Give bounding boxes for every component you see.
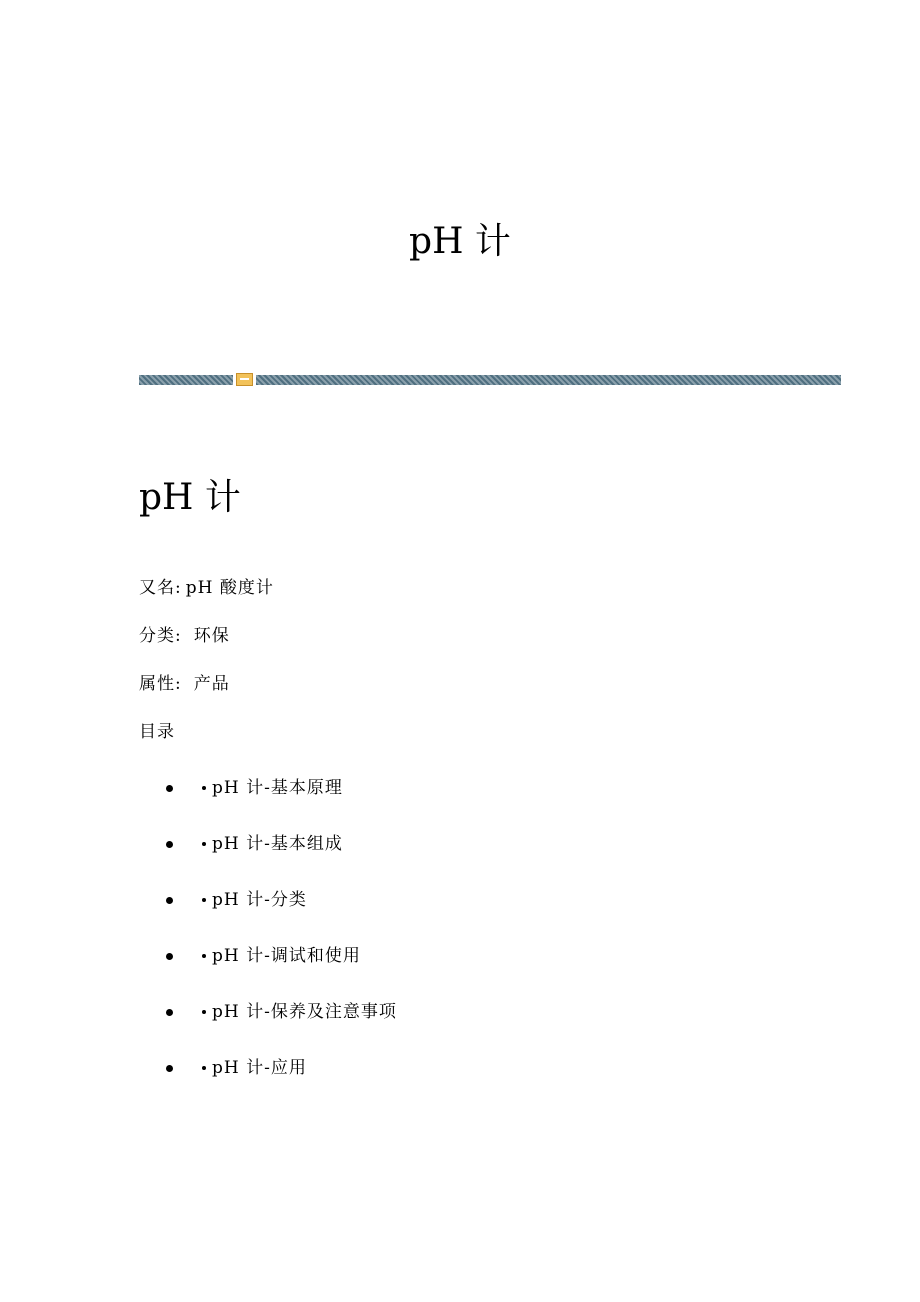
- divider-bar-right: [256, 375, 841, 385]
- dot-icon: [202, 898, 206, 902]
- alias-value: pH 酸度计: [185, 578, 274, 598]
- section-divider: [139, 375, 841, 385]
- alias-label: 又名:: [139, 578, 182, 598]
- divider-ornament-icon: [236, 373, 253, 386]
- page-title: pH 计: [139, 477, 241, 518]
- toc-link-basic-composition[interactable]: pH 计-基本组成: [212, 834, 343, 854]
- dot-icon: [202, 954, 206, 958]
- bullet-icon: [166, 1009, 173, 1016]
- attribute-value: 产品: [193, 674, 230, 694]
- toc-link-basic-principle[interactable]: pH 计-基本原理: [212, 778, 343, 798]
- toc-link-maintenance[interactable]: pH 计-保养及注意事项: [212, 1002, 397, 1022]
- category-line: [139, 624, 230, 648]
- toc-link-classification[interactable]: pH 计-分类: [212, 890, 307, 910]
- category-value: 环保: [193, 626, 230, 646]
- cover-title: pH 计: [409, 221, 511, 262]
- toc-link-applications[interactable]: pH 计-应用: [212, 1058, 307, 1078]
- alias-line: [139, 576, 274, 600]
- bullet-icon: [166, 841, 173, 848]
- bullet-icon: [166, 785, 173, 792]
- bullet-icon: [166, 953, 173, 960]
- dot-icon: [202, 1066, 206, 1070]
- dot-icon: [202, 786, 206, 790]
- dot-icon: [202, 842, 206, 846]
- dot-icon: [202, 1010, 206, 1014]
- attribute-label: 属性:: [139, 674, 182, 694]
- category-label: 分类:: [139, 626, 182, 646]
- toc-link-calibration-usage[interactable]: pH 计-调试和使用: [212, 946, 361, 966]
- bullet-icon: [166, 897, 173, 904]
- divider-bar-left: [139, 375, 233, 385]
- bullet-icon: [166, 1065, 173, 1072]
- attribute-line: [139, 672, 230, 696]
- toc-title: 目录: [139, 722, 175, 742]
